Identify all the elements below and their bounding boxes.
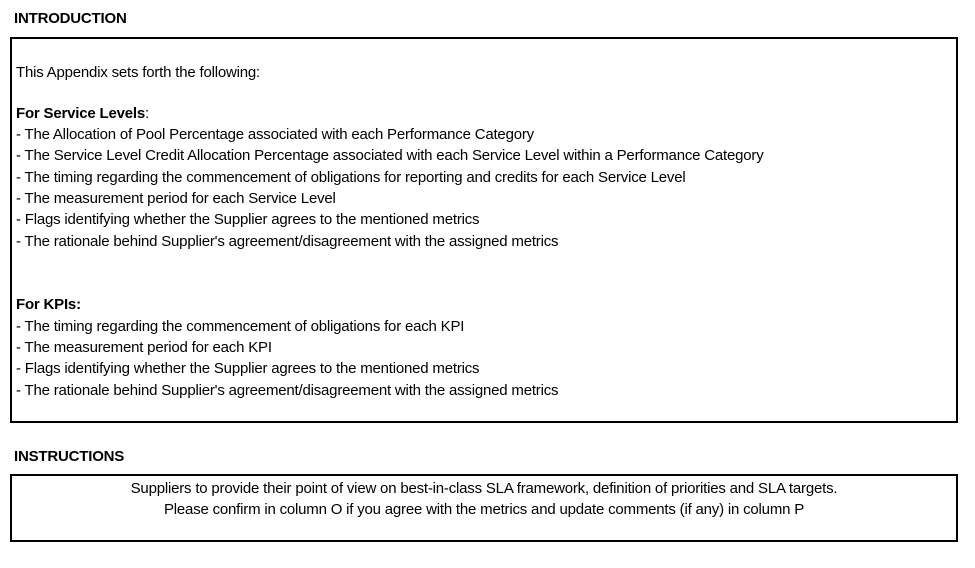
- service-levels-title-colon: :: [144, 105, 149, 122]
- service-level-item: - The Allocation of Pool Percentage associated with each Performance Category: [16, 126, 534, 143]
- instructions-heading: INSTRUCTIONS: [14, 448, 125, 465]
- service-level-item: - Flags identifying whether the Supplier agrees to the mentioned metrics: [16, 211, 480, 228]
- instructions-line: Please confirm in column O if you agree with the metrics and update comments (if any) in column P: [163, 501, 805, 518]
- kpi-item: - The timing regarding the commencement of obligations for each KPI: [16, 318, 465, 335]
- kpi-item: - Flags identifying whether the Supplier agrees to the mentioned metrics: [16, 360, 480, 377]
- instructions-box: [10, 474, 958, 542]
- introduction-heading: INTRODUCTION: [14, 10, 127, 27]
- service-levels-title: [16, 105, 149, 123]
- service-level-item: - The measurement period for each Service Level: [16, 190, 336, 207]
- kpis-title: For KPIs:: [16, 296, 81, 313]
- service-levels-title-text: For Service Levels: [16, 105, 145, 122]
- intro-opening-text: This Appendix sets forth the following:: [16, 64, 261, 81]
- introduction-box: [10, 37, 958, 423]
- service-level-item: - The rationale behind Supplier's agreement/disagreement with the assigned metrics: [16, 233, 559, 250]
- instructions-line: Suppliers to provide their point of view on best-in-class SLA framework, definition of priorities and SLA targets.: [130, 480, 838, 497]
- kpi-item: - The measurement period for each KPI: [16, 339, 272, 356]
- kpi-item: - The rationale behind Supplier's agreement/disagreement with the assigned metrics: [16, 382, 559, 399]
- service-level-item: - The Service Level Credit Allocation Percentage associated with each Service Level within a Performance Category: [16, 147, 764, 164]
- service-level-item: - The timing regarding the commencement of obligations for reporting and credits for each Service Level: [16, 169, 686, 186]
